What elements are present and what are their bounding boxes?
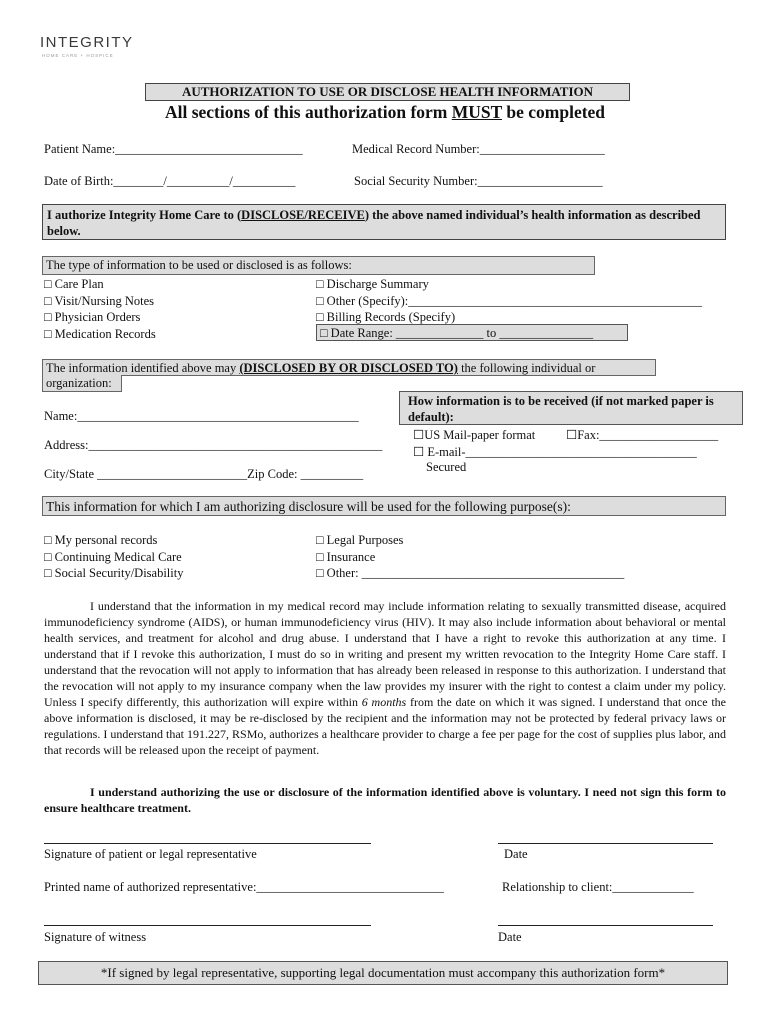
checkbox-social-security-disability[interactable]: □ Social Security/Disability <box>44 566 184 580</box>
email-secured-label: Secured <box>426 460 467 474</box>
recipient-heading <box>42 359 656 376</box>
info-types-right-list <box>316 276 702 326</box>
voluntary-statement <box>44 784 726 816</box>
form-title: AUTHORIZATION TO USE OR DISCLOSE HEALTH INFORMATION <box>145 83 630 101</box>
checkbox-date-range[interactable]: □ Date Range: ______________ to _______________ <box>316 324 628 341</box>
recipient-heading-line2: organization: <box>42 375 122 392</box>
voluntary-text: I understand authorizing the use or disclosure of the information identified above is voluntary. I need not sign this form to ensure healthcare treatment. <box>44 785 726 815</box>
checkbox-other-purpose[interactable]: □ Other: __________________________________________ <box>316 566 625 580</box>
date-line-1[interactable] <box>498 843 713 844</box>
legal-text-part2: from the date on which it was signed. I understand that once the above information is disclosed, it may be re-disclosed by the recipient and the information may not be protected by federal privacy laws or regulations. I understand that 191.227, RSMo, authorizes a healthcare provider to charge a fee per page for the cost of supplies plus labor, and that records will be released upon the receipt of payment. <box>44 695 726 757</box>
recipient-heading-pre: The information identified above may <box>46 361 240 375</box>
recipient-name-field[interactable]: Name:_____________________________________________ <box>44 409 359 423</box>
legal-text-part1: I understand that the information in my medical record may include information relating to sexually transmitted disease, acquired immunodeficiency syndrome (AIDS), or human immunodeficiency virus (HIV). It may also include information about behavioral or mental health services, and treatment for alcohol and drug abuse. I understand that I have a right to revoke this authorization at any time. I understand that if I revoke this authorization, I must do so in writing and present my written revocation to the Integrity Home Care staff. I understand that the revocation will not apply to information that has already been released in response to this authorization. I understand that the revocation will not apply to my insurance company when the law provides my insurer with the right to contest a claim under my policy. Unless I specify differently, this authorization will expire within <box>44 599 726 709</box>
footer-notice: *If signed by legal representative, supporting legal documentation must accompany this authorization form* <box>38 961 728 985</box>
subtitle-post: be completed <box>502 102 606 122</box>
disclose-receive-choice[interactable]: DISCLOSE/RECEIVE <box>241 208 365 222</box>
form-subtitle <box>0 102 770 123</box>
patient-name-field[interactable]: Patient Name:______________________________ <box>44 142 303 156</box>
social-security-number-field[interactable]: Social Security Number:____________________ <box>354 174 603 188</box>
checkbox-visit-nursing-notes[interactable]: □ Visit/Nursing Notes <box>44 293 155 308</box>
subtitle-emphasis: MUST <box>451 102 502 122</box>
info-types-left-list <box>44 276 156 342</box>
medical-record-number-field[interactable]: Medical Record Number:____________________ <box>352 142 605 156</box>
purpose-heading: This information for which I am authorizing disclosure will be used for the following purpose(s): <box>42 496 726 516</box>
recipient-address-field[interactable]: Address:_______________________________________________ <box>44 438 383 452</box>
checkbox-billing-records[interactable]: □ Billing Records (Specify) <box>316 310 456 324</box>
checkbox-personal-records[interactable]: □ My personal records <box>44 533 158 547</box>
legal-disclosure-text <box>44 598 726 758</box>
checkbox-legal-purposes[interactable]: □ Legal Purposes <box>316 533 404 547</box>
subtitle-pre: All sections of this authorization form <box>164 102 452 122</box>
checkbox-fax[interactable]: ☐Fax:___________________ <box>566 428 719 442</box>
checkbox-continuing-medical-care[interactable]: □ Continuing Medical Care <box>44 549 182 564</box>
relationship-field[interactable]: Relationship to client:_____________ <box>502 880 694 894</box>
checkbox-discharge-summary[interactable]: □ Discharge Summary <box>316 277 429 291</box>
checkbox-medication-records[interactable]: □ Medication Records <box>44 326 156 341</box>
date-of-birth-field[interactable]: Date of Birth:________/__________/__________ <box>44 174 296 188</box>
checkbox-email[interactable]: ☐ E-mail-_____________________________________ <box>413 445 697 459</box>
checkbox-insurance[interactable]: □ Insurance <box>316 549 376 564</box>
date-line-2[interactable] <box>498 925 713 926</box>
patient-signature-label: Signature of patient or legal representative <box>44 847 257 861</box>
disclosed-by-to-choice[interactable]: (DISCLOSED BY OR DISCLOSED TO) <box>239 361 458 375</box>
authorize-pre: I authorize Integrity Home Care to ( <box>47 208 242 222</box>
info-types-heading: The type of information to be used or disclosed is as follows: <box>42 256 595 275</box>
checkbox-care-plan[interactable]: □ Care Plan <box>44 277 104 291</box>
authorize-post: ) the above named individual’s health information as described below. <box>47 208 701 238</box>
legal-text-emphasis: 6 months <box>361 695 407 709</box>
witness-signature-line[interactable] <box>44 925 371 926</box>
delivery-method-heading: How information is to be received (if not marked paper is default): <box>399 391 743 425</box>
date-label-1: Date <box>504 847 528 861</box>
checkbox-us-mail[interactable]: ☐US Mail-paper format <box>413 428 536 442</box>
company-logo: INTEGRITY <box>40 34 134 51</box>
patient-signature-line[interactable] <box>44 843 371 844</box>
printed-name-field[interactable]: Printed name of authorized representative:______________________________ <box>44 880 444 894</box>
purpose-right-list <box>316 532 624 582</box>
logo-tagline: HOME CARE + HOSPICE <box>42 53 114 58</box>
checkbox-other-specify[interactable]: □ Other (Specify):_______________________________________________ <box>316 293 702 308</box>
authorization-statement <box>42 204 726 240</box>
checkbox-physician-orders[interactable]: □ Physician Orders <box>44 310 141 324</box>
witness-signature-label: Signature of witness <box>44 930 147 944</box>
recipient-city-zip-field[interactable]: City/State ________________________Zip Code: __________ <box>44 467 364 481</box>
recipient-heading-post: the following individual or <box>457 361 596 375</box>
purpose-left-list <box>44 532 183 582</box>
date-label-2: Date <box>498 930 522 944</box>
